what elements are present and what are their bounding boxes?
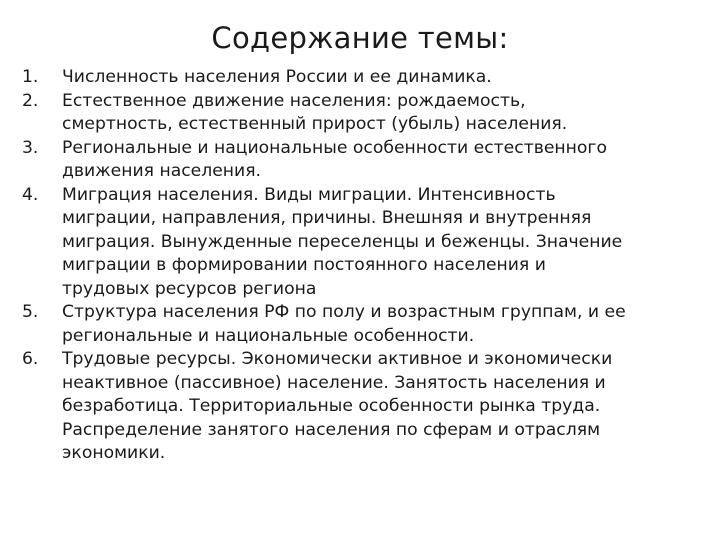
list-item-text: [62, 348, 702, 466]
list-item-text: [62, 66, 702, 90]
list-item-text: [62, 90, 702, 137]
list-item-number: 3.: [22, 137, 39, 158]
list-item: [22, 90, 702, 137]
topic-list: [22, 66, 702, 466]
list-item-text: [62, 301, 702, 348]
list-item: [22, 137, 702, 184]
list-item-line: Трудовые ресурсы. Экономически активное и экономически: [62, 349, 613, 369]
list-item-line: смертность, естественный прирост (убыль) населения.: [62, 114, 568, 134]
list-item-line: Распределение занятого населения по сферам и отраслям: [62, 419, 601, 440]
list-item-line: Численность населения России и ее динамика.: [62, 67, 492, 87]
list-item: [22, 301, 702, 348]
list-item-line: экономики.: [62, 443, 166, 463]
list-item-line: миграции, направления, причины. Внешняя и внутренняя: [62, 208, 592, 228]
list-item-number: 4.: [22, 184, 39, 205]
list-item: [22, 66, 702, 90]
list-item-line: миграции в формировании постоянного населения и: [62, 255, 546, 275]
list-item-line: региональные и национальные особенности.: [62, 325, 475, 346]
list-item-line: Естественное движение населения: рождаемость,: [62, 90, 526, 111]
list-item-number: 1.: [22, 67, 39, 87]
list-item-line: трудовых ресурсов региона: [62, 278, 317, 299]
list-item-line: неактивное (пассивное) население. Занятость населения и: [62, 372, 606, 393]
slide-title: [0, 18, 720, 58]
list-item-line: безработица. Территориальные особенности рынка труда.: [62, 396, 601, 416]
list-item-line: движения населения.: [62, 161, 262, 181]
list-item: [22, 348, 702, 466]
list-item-number: 6.: [22, 349, 39, 369]
list-item-line: миграция. Вынужденные переселенцы и беженцы. Значение: [62, 231, 623, 252]
list-item-number: 2.: [22, 90, 39, 111]
list-item-text: [62, 137, 702, 184]
list-item-number: 5.: [22, 302, 39, 322]
list-item: [22, 184, 702, 302]
slide-title-text: Содержание темы:: [211, 21, 509, 55]
list-item-line: Региональные и национальные особенности естественного: [62, 137, 607, 158]
list-item-line: Структура населения РФ по полу и возрастным группам, и ее: [62, 302, 626, 322]
list-item-line: Миграция населения. Виды миграции. Интенсивность: [62, 184, 556, 205]
list-item-text: [62, 184, 702, 302]
